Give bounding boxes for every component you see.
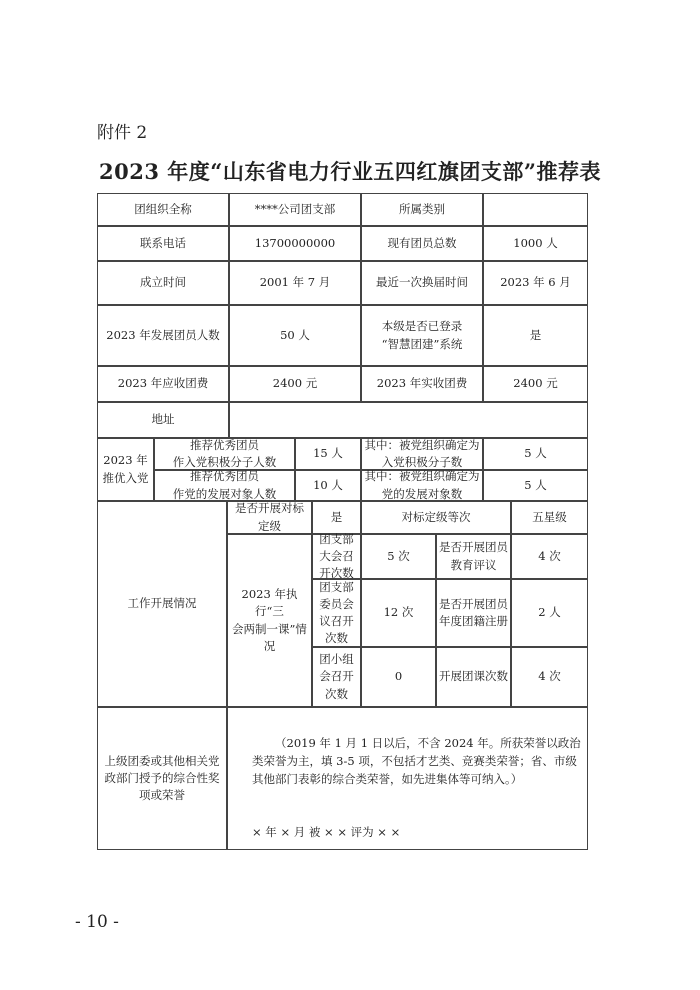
lesson-label: 开展团课次数 <box>436 647 511 707</box>
dev-target-value: 10 人 <box>295 470 361 501</box>
members-label: 现有团员总数 <box>361 226 483 261</box>
work-label: 工作开展情况 <box>97 501 227 707</box>
zhihui-tuanjian-value: 是 <box>483 305 588 366</box>
honor-sample: × 年 × 月 被 × × 评为 × × <box>252 825 401 839</box>
honor-label: 上级团委或其他相关党 政部门授予的综合性奖 项或荣誉 <box>97 707 227 850</box>
address-label: 地址 <box>97 402 229 438</box>
fee-due-label: 2023 年应收团费 <box>97 366 229 402</box>
level-label: 对标定级等次 <box>361 501 511 534</box>
benchmark-value: 是 <box>312 501 361 534</box>
category-label: 所属类别 <box>361 193 483 226</box>
member-eval-value: 4 次 <box>511 534 588 579</box>
dev-target-label: 推荐优秀团员 作党的发展对象人数 <box>154 470 295 501</box>
org-name-label: 团组织全称 <box>97 193 229 226</box>
org-name-value: ****公司团支部 <box>229 193 361 226</box>
last-election-label: 最近一次换届时间 <box>361 261 483 305</box>
fee-due-value: 2400 元 <box>229 366 361 402</box>
founded-value: 2001 年 7 月 <box>229 261 361 305</box>
phone-value: 13700000000 <box>229 226 361 261</box>
benchmark-label: 是否开展对标定级 <box>227 501 312 534</box>
founded-label: 成立时间 <box>97 261 229 305</box>
honor-note: （2019 年 1 月 1 日以后，不含 2024 年。所获荣誉以政治类荣誉为主，填 3-5 项，不包括才艺类、竞赛类荣誉；省、市级其他部门表彰的综合类荣誉，如先进集体等可纳入。） <box>252 736 581 786</box>
registration-label: 是否开展团员 年度团籍注册 <box>436 579 511 647</box>
sanhui-liangzhi-label: 2023 年执行“三 会两制一课”情 况 <box>227 534 312 707</box>
page-number: - 10 - <box>75 912 119 932</box>
registration-value: 2 人 <box>511 579 588 647</box>
members-value: 1000 人 <box>483 226 588 261</box>
address-value <box>229 402 588 438</box>
committee-meeting-label: 团支部 委员会 议召开 次数 <box>312 579 361 647</box>
member-eval-label: 是否开展团员 教育评议 <box>436 534 511 579</box>
general-meeting-value: 5 次 <box>361 534 436 579</box>
activist-confirmed-label: 其中：被党组织确定为 入党积极分子数 <box>361 438 483 470</box>
lesson-value: 4 次 <box>511 647 588 707</box>
activist-label: 推荐优秀团员 作入党积极分子人数 <box>154 438 295 470</box>
group-meeting-label: 团小组 会召开 次数 <box>312 647 361 707</box>
phone-label: 联系电话 <box>97 226 229 261</box>
committee-meeting-value: 12 次 <box>361 579 436 647</box>
new-members-value: 50 人 <box>229 305 361 366</box>
activist-confirmed-value: 5 人 <box>483 438 588 470</box>
dev-target-confirmed-label: 其中：被党组织确定为 党的发展对象数 <box>361 470 483 501</box>
zhihui-tuanjian-label: 本级是否已登录 “智慧团建”系统 <box>361 305 483 366</box>
category-value <box>483 193 588 226</box>
recommend-label: 2023 年 推优入党 <box>97 438 154 501</box>
attachment-label: 附件 2 <box>97 123 148 143</box>
fee-actual-label: 2023 年实收团费 <box>361 366 483 402</box>
dev-target-confirmed-value: 5 人 <box>483 470 588 501</box>
activist-value: 15 人 <box>295 438 361 470</box>
group-meeting-value: 0 <box>361 647 436 707</box>
level-value: 五星级 <box>511 501 588 534</box>
last-election-value: 2023 年 6 月 <box>483 261 588 305</box>
fee-actual-value: 2400 元 <box>483 366 588 402</box>
form-title: 2023 年度“山东省电力行业五四红旗团支部”推荐表 <box>99 159 601 184</box>
general-meeting-label: 团支部 大会召 开次数 <box>312 534 361 579</box>
new-members-label: 2023 年发展团员人数 <box>97 305 229 366</box>
